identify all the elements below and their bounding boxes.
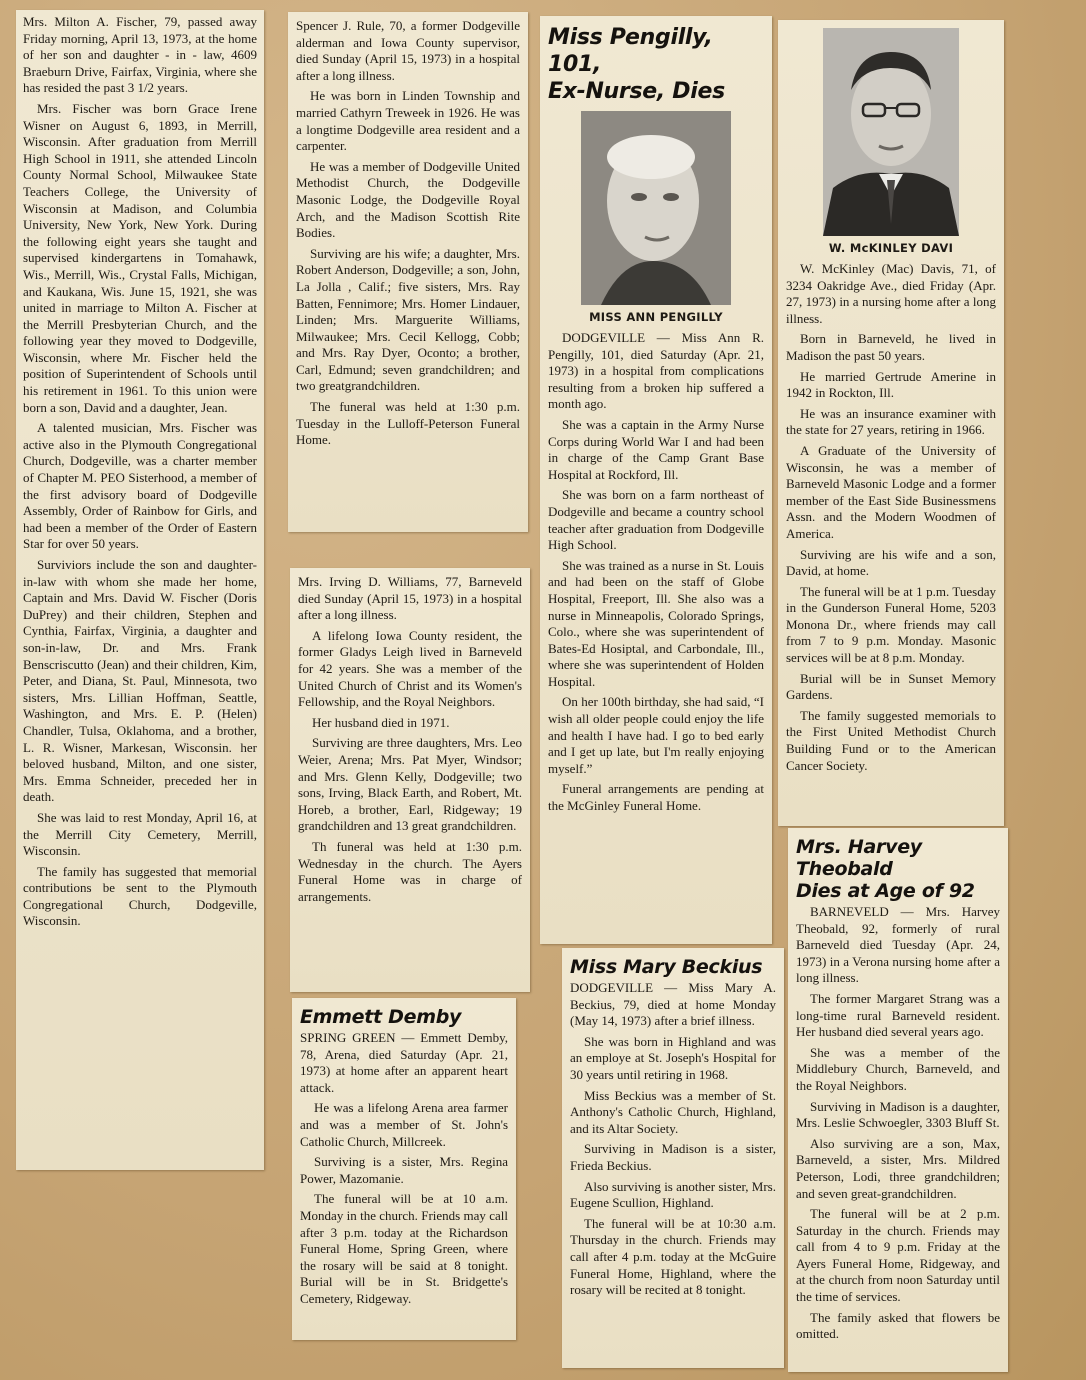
fischer-para-1: Mrs. Milton A. Fischer, 79, passed away Friday morning, April 13, 1973, at the home of her son and daughter - in - law, 4609 Braeburn Drive, Fairfax, Virginia, where she has resided the past 3 1/2 years. <box>23 14 257 96</box>
fischer-para-3: A talented musician, Mrs. Fischer was active also in the Plymouth Congregational Church, Dodgeville, was a charter member of Chapter M. PEO Sisterhood, a member of the first advisory board of Dodgeville Assembly, Order of Rainbow for Girls, and had been a member of the Order of Eastern Star for over 50 years. <box>23 420 257 552</box>
williams-para-3: Her husband died in 1971. <box>312 714 450 730</box>
davis-para-2: Born in Barneveld, he lived in Madison the past 50 years. <box>786 331 996 363</box>
beckius-para-3: Miss Beckius was a member of St. Anthony's Catholic Church, Highland, and its Altar Society. <box>570 1087 776 1136</box>
fischer-para-2: Mrs. Fischer was born Grace Irene Wisner on August 6, 1893, in Merrill, Wisconsin. After graduation from Merrill High School in 1911, she attended Lincoln County Normal School, Milwaukee State Teachers College, the University of Wisconsin at Madison, and Columbia University, New York, New York. During the following eight years she taught and supervised kindergartens in Tomahawk, Wis., Merrill, Wis., Crystal Falls, Michigan, and Kaukana, Wis. June 15, 1921, she was united in marriage to Milton A. Fischer at the Merrill Presbyterian Church, and the following year they moved to Dodgeville, Wisconsin, where Mr. Fischer held the position of Superintendent of Schools until his retirement in 1961. To this union were born a son, David and a daughter, Jean. <box>23 100 257 415</box>
theobald-para-5: Also surviving are a son, Max, Barneveld, a sister, Mrs. Mildred Peterson, Lodi, three grandchildren; and seven great-grandchildren. <box>796 1135 1000 1201</box>
pengilly-para-2: She was a captain in the Army Nurse Corps during World War I and had been in charge of the Camp Grant Base Hospital at Rockford, Ill. <box>548 416 764 482</box>
williams-para-4: Surviving are three daughters, Mrs. Leo Weier, Arena; Mrs. Pat Myer, Windsor; and Mrs. Glenn Kelly, Dodgeville; two sons, Irving, Black Earth, and Robert, Mt. Horeb, a brother, Earl, Ridgeway; 19 grandchildren and 13 great grandchildren. <box>298 735 522 834</box>
demby-headline: Emmett Demby <box>300 1006 462 1028</box>
theobald-para-1: BARNEVELD — Mrs. Harvey Theobald, 92, formerly of rural Barneveld died Tuesday (Apr. 24, 1973) in a Verona nursing home after a long illness. <box>796 904 1000 986</box>
davis-para-3: He married Gertrude Amerine in 1942 in Rockton, Ill. <box>786 368 996 401</box>
clipping-rule <box>288 12 528 532</box>
rule-para-4: Surviving are his wife; a daughter, Mrs. Robert Anderson, Dodgeville; a son, John, La Jolla , Calif.; five sisters, Mrs. Ray Batten, Fennimore; Mrs. Homer Lindauer, Linden; Mrs. Marguerite Williams, Milwaukee; Mrs. Cecil Kellogg, Cobb; and Mrs. Ray Dyer, Oconto; a brother, Carl, Edmund; seven grandchildren; and two greatgrandchildren. <box>296 245 520 394</box>
davis-para-7: The funeral will be at 1 p.m. Tuesday in the Gunderson Funeral Home, 5203 Monona Dr., where friends may call from 7 to 9 p.m. Monday. Masonic services will be at 8 p.m. Monday. <box>786 583 996 666</box>
theobald-para-7: The family asked that flowers be omitted. <box>796 1309 1000 1342</box>
clipping-pengilly <box>540 16 772 944</box>
beckius-para-6: The funeral will be at 10:30 a.m. Thursday in the church. Friends may call after 4 p.m. today at the McGuire Funeral Home, Highland, where the rosary will be recited at 8 tonight. <box>570 1215 776 1298</box>
clipping-demby <box>292 998 516 1340</box>
williams-para-2: A lifelong Iowa County resident, the former Gladys Leigh lived in Barneveld for 42 years. She was a member of the United Church of Christ and its Women's Fellowship, and the Royal Neighbors. <box>298 627 522 710</box>
pengilly-headline <box>548 24 764 105</box>
clipping-davis <box>778 20 1004 826</box>
pengilly-para-5: On her 100th birthday, she had said, “I wish all older people could enjoy the life and health I have had. I go to bed early and I get up late, but I'm really enjoying myself.” <box>548 694 764 776</box>
pengilly-para-6: Funeral arrangements are pending at the McGinley Funeral Home. <box>548 781 764 814</box>
williams-para-5: Th funeral was held at 1:30 p.m. Wednesday in the church. The Ayers Funeral Home was in charge of arrangements. <box>298 838 522 904</box>
pengilly-para-4: She was trained as a nurse in St. Louis and had been on the staff of Globe Hospital, Freeport, Ill. She also was a nurse in Minneapolis, Colorado Springs, Colo., where she was superintendent of Bates-Ed Hosiptal, and Carbondale, Ill., where she was superintendent of Holden Hospital. <box>548 557 764 689</box>
fischer-para-5: She was laid to rest Monday, April 16, at the Merrill City Cemetery, Merrill, Wisconsin. <box>23 809 257 859</box>
rule-para-5: The funeral was held at 1:30 p.m. Tuesday in the Lulloff-Peterson Funeral Home. <box>296 399 520 448</box>
pengilly-headline-line-1: Miss Pengilly, 101, <box>548 25 713 77</box>
davis-para-6: Surviving are his wife and a son, David, at home. <box>786 546 996 579</box>
beckius-para-4: Surviving in Madison is a sister, Frieda Beckius. <box>570 1141 776 1173</box>
davis-portrait-photo <box>823 28 959 236</box>
demby-para-3: Surviving is a sister, Mrs. Regina Power, Mazomanie. <box>300 1154 508 1186</box>
rule-para-3: He was a member of Dodgeville United Methodist Church, the Dodgeville Masonic Lodge, the Dodgeville Royal Arch, and the Madison Scottish Rite Bodies. <box>296 158 520 241</box>
davis-para-1: W. McKinley (Mac) Davis, 71, of 3234 Oakridge Ave., died Friday (Apr. 27, 1973) in a nursing home after a long illness. <box>786 261 996 326</box>
demby-para-2: He was a lifelong Arena area farmer and was a member of St. John's Catholic Church, Millcreek. <box>300 1100 508 1149</box>
fischer-para-4: Surviviors include the son and daughter-in-law with whom she made her home, Captain and Mrs. David W. Fischer (Doris DuPrey) and their children, Stephen and Cynthia, Fairfax, Virginia, a daughter and son-in-law, Dr. and Mrs. Frank Benscriscutto (Jean) and their children, Kim, Peter, and Diana, St. Paul, Minnesota, two sisters, Mrs. Lillian Hoffman, Seattle, Washington, and Mrs. E. P. (Helen) Chandler, Tulsa, Oklahoma, and a brother, L. R. Wisner, Markesan, Wisconsin. her beloved husband, Milton, and one sister, Mrs. Emma Schneider, preceded her in death. <box>23 557 257 805</box>
theobald-para-2: The former Margaret Strang was a long-time rural Barneveld resident. Her husband died several years ago. <box>796 990 1000 1040</box>
demby-para-4: The funeral will be at 10 a.m. Monday in the church. Friends may call after 3 p.m. today at the Richardson Funeral Home, Spring Green, where the rosary will be said at 8 tonight. Burial will be in St. Bridgette's Cemetery, Ridgeway. <box>300 1191 508 1306</box>
rule-para-2: He was born in Linden Township and married Cathyrn Treweek in 1926. He was a longtime Dodgeville area resident and a carpenter. <box>296 88 520 154</box>
pengilly-para-1: DODGEVILLE — Miss Ann R. Pengilly, 101, died Saturday (Apr. 21, 1973) in a hospital from complications resulting from a broken hip suffered a month ago. <box>548 330 764 412</box>
pengilly-portrait-photo <box>581 111 731 305</box>
clipping-williams <box>290 568 530 992</box>
pengilly-portrait-drawing <box>581 111 731 305</box>
williams-para-1: Mrs. Irving D. Williams, 77, Barneveld died Sunday (April 15, 1973) in a hospital after a long illness. <box>298 574 522 623</box>
theobald-headline-line-2: Dies at Age of 92 <box>796 880 975 902</box>
pengilly-caption: MISS ANN PENGILLY <box>589 310 723 324</box>
theobald-para-4: Surviving in Madison is a daughter, Mrs. Leslie Schwoegler, 3303 Bluff St. <box>796 1098 1000 1131</box>
davis-para-8: Burial will be in Sunset Memory Gardens. <box>786 670 996 703</box>
theobald-headline <box>796 836 1000 902</box>
theobald-headline-line-1: Mrs. Harvey Theobald <box>796 836 922 880</box>
pengilly-headline-line-2: Ex-Nurse, Dies <box>548 79 725 104</box>
davis-para-9: The family suggested memorials to the First United Methodist Church Building Fund or to the American Cancer Society. <box>786 707 996 773</box>
clipping-beckius <box>562 948 784 1368</box>
demby-para-1: SPRING GREEN — Emmett Demby, 78, Arena, died Saturday (Apr. 21, 1973) at home after an apparent heart attack. <box>300 1030 508 1095</box>
clipping-theobald <box>788 828 1008 1372</box>
fischer-para-6: The family has suggested that memorial contributions be sent to the Plymouth Congregational Church, Dodgeville, Wisconsin. <box>23 863 257 929</box>
beckius-para-1: DODGEVILLE — Miss Mary A. Beckius, 79, died at home Monday (May 14, 1973) after a brief illness. <box>570 980 776 1029</box>
theobald-para-3: She was a member of the Middlebury Church, Barneveld, and the Royal Neighbors. <box>796 1044 1000 1093</box>
clipping-fischer <box>16 10 264 1170</box>
rule-para-1: Spencer J. Rule, 70, a former Dodgeville alderman and Iowa County supervisor, died Sunday (April 15, 1973) in a hospital after a long illness. <box>296 18 520 83</box>
beckius-para-5: Also surviving is another sister, Mrs. Eugene Scullion, Highland. <box>570 1178 776 1211</box>
davis-portrait-drawing <box>823 28 959 236</box>
davis-para-5: A Graduate of the University of Wisconsin, he was a member of Barneveld Masonic Lodge and a former member of the East Side Businessmens Assn. and the Modern Woodmen of America. <box>786 442 996 541</box>
davis-caption: W. McKINLEY DAVI <box>828 241 954 255</box>
beckius-headline: Miss Mary Beckius <box>570 956 763 978</box>
theobald-para-6: The funeral will be at 2 p.m. Saturday in the church. Friends may call from 4 to 9 p.m. Friday at the Ayers Funeral Home, Ridgeway, and at the church from noon Saturday until the time of services. <box>796 1206 1000 1305</box>
davis-para-4: He was an insurance examiner with the state for 27 years, retiring in 1966. <box>786 405 996 438</box>
pengilly-para-3: She was born on a farm northeast of Dodgeville and became a country school teacher after graduation from Dodgeville High School. <box>548 487 764 553</box>
beckius-para-2: She was born in Highland and was an employe at St. Joseph's Hospital for 30 years until retiring in 1968. <box>570 1033 776 1082</box>
